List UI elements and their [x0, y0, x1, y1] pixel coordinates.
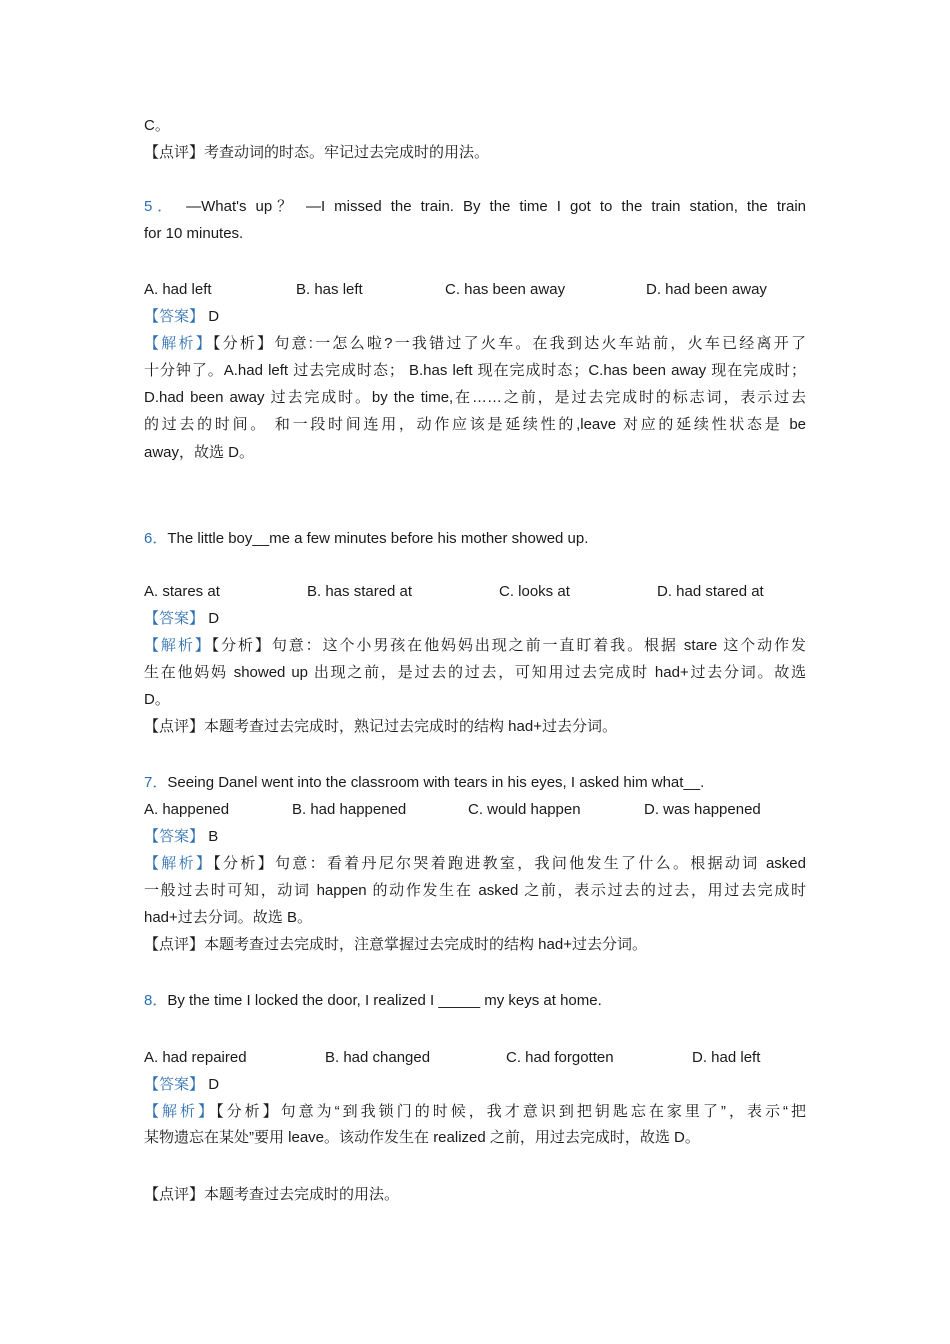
- q5-option-d: D. had been away: [646, 281, 767, 298]
- q7-option-a: A. happened: [144, 801, 230, 818]
- q5-analysis-line5: away，故选 D。: [144, 444, 255, 461]
- q5-analysis-line2: 十分钟了。A.had left 过去完成时态； B.has left 现在完成时态；C.has been away 现在完成时；: [144, 362, 806, 379]
- q8-option-c: C. had forgotten: [506, 1049, 614, 1066]
- q7-option-c: C. would happen: [468, 801, 581, 818]
- q8-comment: 【点评】本题考查过去完成时的用法。: [144, 1186, 400, 1203]
- q7-blank: __: [683, 774, 701, 791]
- q6-option-b: B. has stared at: [307, 583, 413, 600]
- q5-answer-tag: 【答案】: [144, 308, 205, 325]
- q6-answer-tag: 【答案】: [144, 610, 205, 627]
- q6-analysis-line1: 【解析】【分析】句意：这个小男孩在他妈妈出现之前一直盯着我。根据 stare 这个动作发: [144, 637, 806, 654]
- q5-stem-line2: for 10 minutes.: [144, 225, 244, 242]
- q7-number: 7．: [144, 774, 168, 791]
- q7-analysis-line2: 一般过去时可知，动词 happen 的动作发生在 asked 之前，表示过去的过去，用过去完成时: [144, 882, 806, 899]
- q8-analysis-line1: 【解析】【分析】句意为“到我锁门的时候，我才意识到把钥匙忘在家里了”，表示“把: [144, 1103, 806, 1120]
- q7-analysis-line3: had+过去分词。故选 B。: [144, 909, 312, 926]
- q7-comment: 【点评】本题考查过去完成时，注意掌握过去完成时的结构 had+过去分词。: [144, 936, 647, 953]
- q7-option-d: D. was happened: [644, 801, 761, 818]
- q6-analysis-line3: D。: [144, 691, 170, 708]
- q6-analysis-line2: 生在他妈妈 showed up 出现之前，是过去的过去，可知用过去完成时 had+过去分词。故选: [144, 664, 806, 681]
- q8-option-d: D. had left: [692, 1049, 761, 1066]
- q8-blank: _____: [438, 992, 481, 1009]
- q7-option-b: B. had happened: [292, 801, 407, 818]
- q5-answer: [144, 307, 219, 327]
- q6-option-d: D. had stared at: [657, 583, 764, 600]
- q8-stem: 8．By the time I locked the door, I realized I _____ my keys at home.: [144, 992, 602, 1009]
- q7-answer-value: B: [208, 828, 219, 845]
- q6-option-c: C. looks at: [499, 583, 570, 600]
- q8-answer: [144, 1075, 219, 1095]
- q8-option-b: B. had changed: [325, 1049, 431, 1066]
- q5-answer-value: D: [208, 308, 220, 325]
- q8-analysis-line2: 某物遗忘在某处”要用 leave。该动作发生在 realized 之前，用过去完成时，故选 D。: [144, 1129, 700, 1146]
- q5-stem-line1: —What's up？ —I missed the train. By the time I got to the train station, the train: [186, 198, 806, 215]
- q8-answer-value: D: [208, 1076, 220, 1093]
- q5-analysis-line4: 的过去的时间。 和一段时间连用，动作应该是延续性的,leave 对应的延续性状态是 be: [144, 416, 806, 433]
- q6-option-a: A. stares at: [144, 583, 220, 600]
- q7-answer-tag: 【答案】: [144, 828, 205, 845]
- q8-number: 8．: [144, 992, 168, 1009]
- q7-analysis-line1: 【解析】【分析】句意：看着丹尼尔哭着跑进教室，我问他发生了什么。根据动词 asked: [144, 855, 806, 872]
- q8-answer-tag: 【答案】: [144, 1076, 205, 1093]
- q5-analysis-line3: D.had been away 过去完成时。by the time,在……之前，是过去完成时的标志词，表示过去: [144, 389, 806, 406]
- q8-analysis-tag: 【解析】: [144, 1103, 217, 1120]
- q5-option-b: B. has left: [296, 281, 363, 298]
- q6-blank: __: [252, 530, 270, 547]
- q7-analysis-tag: 【解析】: [144, 855, 214, 872]
- q5-analysis-line1: 【解析】【分析】句意:一怎么啦?一我错过了火车。在我到达火车站前，火车已经离开了: [144, 335, 806, 352]
- q6-analysis-tag: 【解析】: [144, 637, 212, 654]
- q7-answer: [144, 827, 218, 847]
- q5-stem: [144, 197, 806, 217]
- prev-comment: 【点评】考查动词的时态。牢记过去完成时的用法。: [144, 144, 490, 161]
- prev-answer-tail: C。: [144, 117, 170, 134]
- q6-number: 6．: [144, 530, 168, 547]
- q6-answer-value: D: [208, 610, 220, 627]
- q5-number: 5．: [144, 198, 178, 215]
- q7-stem: 7．Seeing Danel went into the classroom with tears in his eyes, I asked him what__.: [144, 774, 705, 791]
- q5-option-c: C. has been away: [445, 281, 566, 298]
- q6-answer: [144, 609, 219, 629]
- q5-analysis-tag: 【解析】: [144, 335, 213, 352]
- q6-stem: 6．The little boy__me a few minutes before his mother showed up.: [144, 530, 589, 547]
- q6-comment: 【点评】本题考查过去完成时，熟记过去完成时的结构 had+过去分词。: [144, 718, 617, 735]
- q5-option-a: A. had left: [144, 281, 212, 298]
- q8-option-a: A. had repaired: [144, 1049, 247, 1066]
